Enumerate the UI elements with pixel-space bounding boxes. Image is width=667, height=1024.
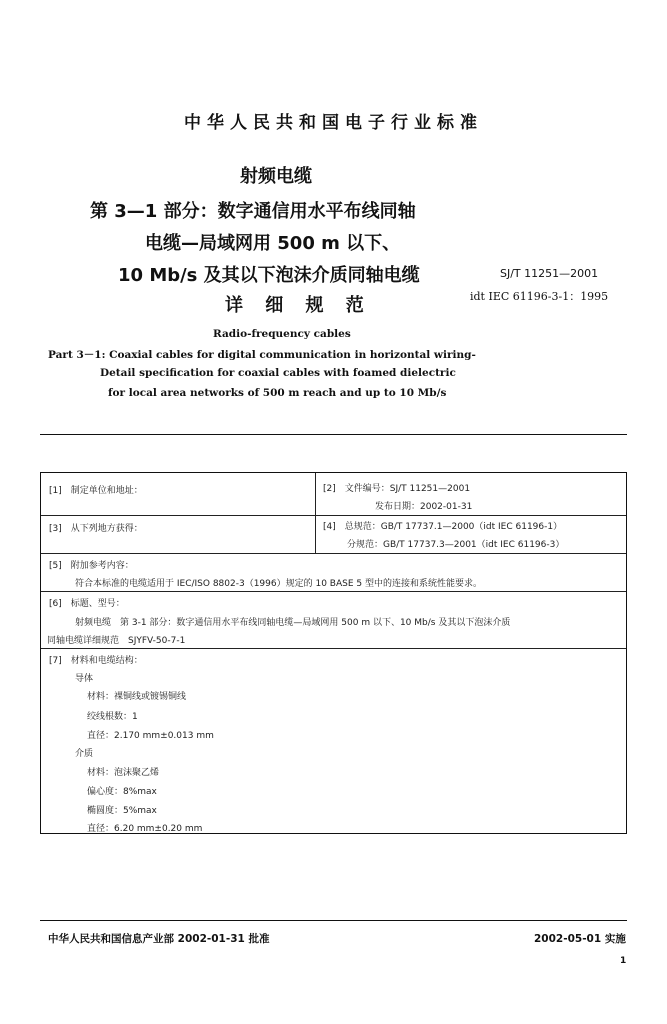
dielectric-eccentricity: 偏心度：8%max <box>87 787 157 797</box>
generic-specification: [4] 总规范：GB/T 17737.1—2000（idt IEC 61196-1） <box>323 522 563 532</box>
row-divider <box>41 648 626 649</box>
title-zh-line-3: 10 Mb/s 及其以下泡沫介质同轴电缆 <box>118 265 420 286</box>
row-divider <box>41 553 626 554</box>
title-type-label: [6] 标题、型号： <box>49 599 125 609</box>
publish-date: 发布日期：2002-01-31 <box>375 502 473 512</box>
standard-type-header: 中华人民共和国电子行业标准 <box>184 113 483 133</box>
title-zh-line-2: 电缆—局域网用 500 m 以下、 <box>145 233 401 254</box>
document-number: [2] 文件编号：SJ/T 11251—2001 <box>323 484 471 494</box>
additional-reference-label: [5] 附加参考内容： <box>49 561 134 571</box>
sectional-specification: 分规范：GB/T 17737.3—2001（idt IEC 61196-3） <box>347 540 565 550</box>
implementation-date: 2002-05-01 实施 <box>534 933 626 945</box>
standard-number: SJ/T 11251—2001 <box>500 267 599 280</box>
title-en-line-3: for local area networks of 500 m reach and up to 10 Mb/s <box>108 387 447 399</box>
dielectric-heading: 介质 <box>75 749 94 759</box>
title-en-line-2: Detail specification for coaxial cables with foamed dielectric <box>100 367 456 379</box>
additional-reference-text: 符合本标准的电缆适用于 IEC/ISO 8802-3（1996）规定的 10 BASE 5 型中的连接和系统性能要求。 <box>75 579 482 589</box>
issuer-label: [1] 制定单位和地址： <box>49 486 143 496</box>
bottom-divider <box>40 920 627 921</box>
title-zh-line-0: 射频电缆 <box>240 166 312 187</box>
specification-table <box>40 472 627 834</box>
title-type-text-continued: 同轴电缆详细规范 SJYFV-50-7-1 <box>47 636 186 646</box>
dielectric-diameter: 直径：6.20 mm±0.20 mm <box>87 824 203 834</box>
title-zh-line-4: 详 细 规 范 <box>225 295 372 316</box>
conductor-strand-count: 绞线根数：1 <box>87 712 138 722</box>
title-type-text: 射频电缆 第 3-1 部分：数字通信用水平布线同轴电缆—局域网用 500 m 以下、10 Mb/s 及其以下泡沫介质 <box>75 618 511 628</box>
dielectric-material: 材料：泡沫聚乙烯 <box>87 768 160 778</box>
title-en-line-0: Radio-frequency cables <box>213 328 351 340</box>
obtain-from-label: [3] 从下列地方获得： <box>49 524 143 534</box>
page-number: 1 <box>620 956 627 966</box>
title-en-line-1: Part 3－1: Coaxial cables for digital communication in horizontal wiring- <box>48 349 476 361</box>
dielectric-ovality: 椭圆度：5%max <box>87 806 157 816</box>
conductor-heading: 导体 <box>75 674 94 684</box>
conductor-material: 材料：裸铜线或镀锡铜线 <box>87 692 187 702</box>
materials-structure-label: [7] 材料和电缆结构： <box>49 656 143 666</box>
title-zh-line-1: 第 3—1 部分：数字通信用水平布线同轴 <box>90 201 416 222</box>
row-divider <box>41 591 626 592</box>
top-divider <box>40 434 627 435</box>
row-divider <box>41 515 626 516</box>
standard-idt: idt IEC 61196-3-1：1995 <box>470 290 609 303</box>
conductor-diameter: 直径：2.170 mm±0.013 mm <box>87 731 214 741</box>
approval-note: 中华人民共和国信息产业部 2002-01-31 批准 <box>48 933 270 945</box>
column-divider <box>315 473 316 553</box>
